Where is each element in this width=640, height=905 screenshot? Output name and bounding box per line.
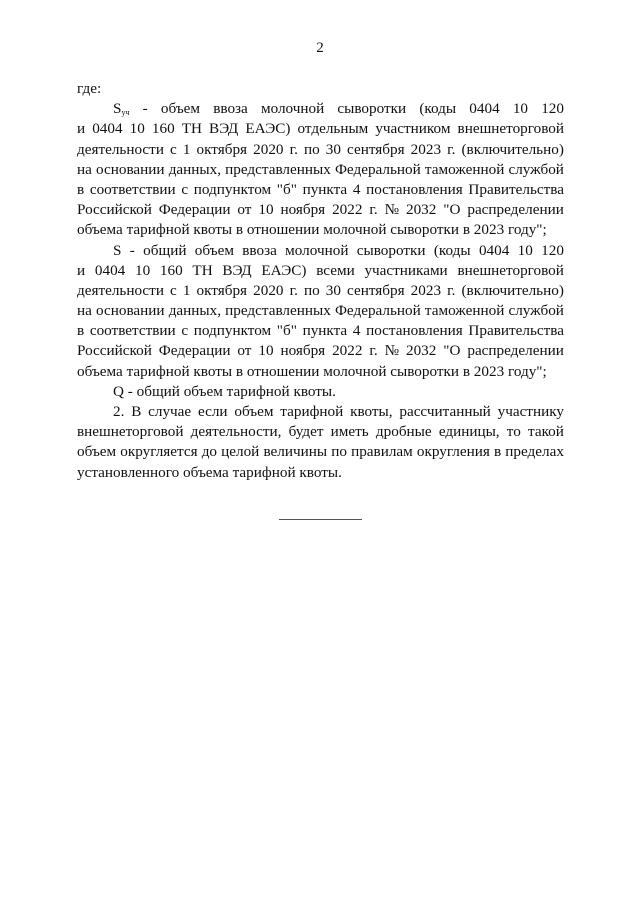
word: 10 bbox=[517, 241, 533, 259]
word: 10 bbox=[258, 342, 274, 360]
word: 10 bbox=[134, 261, 151, 279]
word: 2023 bbox=[473, 362, 505, 380]
word: "О bbox=[443, 201, 461, 219]
page-number: 2 bbox=[316, 40, 324, 56]
word: объем bbox=[183, 382, 223, 400]
text-line bbox=[77, 463, 564, 483]
word: единицы, bbox=[438, 423, 500, 441]
word: Правительства bbox=[468, 180, 564, 198]
word: - bbox=[129, 241, 135, 259]
word: ноября bbox=[280, 201, 326, 219]
text-line bbox=[77, 119, 564, 139]
word: (включительно) bbox=[461, 281, 564, 299]
word: деятельности, bbox=[190, 423, 282, 441]
word: ЕАЭС) bbox=[261, 261, 307, 279]
word: сыворотки bbox=[390, 362, 460, 380]
word: молочной bbox=[323, 362, 387, 380]
word: 2032 bbox=[405, 342, 437, 360]
word: постановления bbox=[366, 322, 463, 340]
word: г. bbox=[289, 140, 298, 158]
word: октября bbox=[196, 281, 248, 299]
word: всеми bbox=[316, 261, 355, 279]
word: молочной bbox=[285, 241, 349, 259]
word: 10 bbox=[258, 201, 274, 219]
word: (коды bbox=[419, 100, 457, 118]
text-line bbox=[77, 99, 564, 119]
word: 2032 bbox=[405, 201, 437, 219]
word: в bbox=[77, 180, 85, 198]
word: 4 bbox=[352, 180, 361, 198]
word: если bbox=[197, 403, 228, 420]
word: до bbox=[201, 443, 218, 461]
word: № bbox=[384, 342, 400, 360]
word: деятельности bbox=[77, 281, 164, 299]
text-line bbox=[77, 402, 564, 422]
word: установленного bbox=[77, 463, 180, 481]
text-line bbox=[77, 442, 564, 462]
word: данных, bbox=[168, 302, 222, 320]
word: участниками bbox=[364, 261, 448, 279]
word: постановления bbox=[366, 180, 463, 198]
word: общий bbox=[136, 382, 180, 400]
word: 0404 bbox=[94, 261, 126, 279]
word: сентября bbox=[347, 281, 405, 299]
word: соответствии bbox=[89, 322, 176, 340]
word: г. bbox=[447, 140, 456, 158]
word: в bbox=[235, 221, 244, 239]
word: от bbox=[237, 342, 252, 360]
word: от bbox=[237, 201, 252, 219]
word: 10 bbox=[129, 120, 145, 138]
word: 160 bbox=[151, 120, 175, 138]
word: 160 bbox=[159, 261, 183, 279]
text-line bbox=[77, 241, 564, 261]
text-line bbox=[77, 160, 564, 180]
word: распределении bbox=[467, 201, 564, 219]
word: отдельным bbox=[297, 120, 369, 138]
word: где: bbox=[77, 80, 102, 97]
word: внешнеторговой bbox=[457, 120, 564, 138]
word: объема bbox=[77, 221, 123, 239]
word: Российской bbox=[77, 342, 152, 360]
word: "О bbox=[443, 342, 461, 360]
word: тарифной bbox=[126, 362, 190, 380]
word: ТН bbox=[192, 261, 213, 279]
word: объем bbox=[160, 100, 201, 118]
word: ввоза bbox=[213, 100, 248, 118]
text-line bbox=[77, 422, 564, 442]
word: квоты. bbox=[299, 463, 342, 481]
word: на bbox=[77, 302, 92, 320]
word: $S_{уч}$ bbox=[113, 100, 130, 118]
word: объем bbox=[194, 241, 234, 259]
word: такой bbox=[528, 423, 564, 441]
word: Правительства bbox=[468, 322, 564, 340]
word: Q bbox=[113, 382, 124, 400]
word: в bbox=[494, 443, 502, 461]
word: объем bbox=[77, 443, 117, 461]
word: по bbox=[303, 140, 320, 158]
word: с bbox=[170, 140, 177, 158]
word: В bbox=[131, 403, 142, 420]
word: тарифной bbox=[232, 463, 296, 481]
word: участником bbox=[375, 120, 451, 138]
text-line bbox=[77, 301, 564, 321]
word: Федерации bbox=[158, 201, 231, 219]
word: тарифной bbox=[280, 403, 344, 420]
word: - bbox=[142, 100, 148, 118]
body-text bbox=[77, 79, 564, 483]
word: 1 bbox=[182, 140, 191, 158]
word: (коды bbox=[433, 241, 471, 259]
word: то bbox=[506, 423, 521, 441]
word: Федеральной bbox=[334, 302, 421, 320]
word: и bbox=[77, 120, 86, 138]
word: ЕАЭС) bbox=[245, 120, 291, 138]
word: квоты, bbox=[350, 403, 393, 420]
word: 2023 bbox=[410, 140, 442, 158]
word: с bbox=[170, 281, 177, 299]
word: 2. bbox=[113, 403, 125, 420]
word: "б" bbox=[276, 180, 297, 198]
word: общий bbox=[143, 241, 187, 259]
word: Федеральной bbox=[334, 160, 421, 178]
word: данных, bbox=[168, 160, 222, 178]
word: тарифной bbox=[226, 382, 290, 400]
word: сентября bbox=[347, 140, 405, 158]
text-line bbox=[77, 382, 564, 402]
word: сыворотки bbox=[356, 241, 426, 259]
word: ввоза bbox=[242, 241, 277, 259]
word: тарифной bbox=[126, 221, 190, 239]
word: молочной bbox=[323, 221, 387, 239]
word: Федерации bbox=[158, 342, 231, 360]
word: соответствии bbox=[89, 180, 176, 198]
word: величины bbox=[263, 443, 328, 461]
word: в bbox=[462, 221, 470, 239]
word: пункта bbox=[302, 180, 348, 198]
end-separator-line bbox=[279, 519, 362, 520]
text-line bbox=[77, 321, 564, 341]
text-line bbox=[77, 281, 564, 301]
text-line bbox=[77, 200, 564, 220]
word: ТН bbox=[181, 120, 202, 138]
word: по bbox=[303, 281, 320, 299]
word: отношении bbox=[246, 221, 320, 239]
word: распределении bbox=[467, 342, 564, 360]
word: 2020 bbox=[253, 281, 284, 299]
word: 120 bbox=[541, 100, 564, 118]
word: пункта bbox=[302, 322, 348, 340]
word: объема bbox=[183, 463, 229, 481]
word: деятельности bbox=[77, 140, 164, 158]
word: в bbox=[77, 322, 85, 340]
word: будет bbox=[288, 423, 324, 441]
word: 2020 bbox=[253, 140, 284, 158]
word: округления bbox=[416, 443, 490, 461]
word: объем bbox=[234, 403, 274, 420]
word: основании bbox=[96, 160, 165, 178]
word: таможенной bbox=[424, 302, 505, 320]
word: 120 bbox=[541, 241, 564, 259]
word: году"; bbox=[507, 221, 547, 239]
word: правилам bbox=[351, 443, 413, 461]
word: ноября bbox=[280, 342, 326, 360]
word: 0404 bbox=[469, 100, 500, 118]
word: представленных bbox=[225, 302, 331, 320]
word: подпунктом bbox=[193, 322, 272, 340]
word: S bbox=[113, 241, 122, 259]
word: службой bbox=[508, 302, 564, 320]
word: службой bbox=[508, 160, 564, 178]
word: г. bbox=[289, 281, 298, 299]
word: в bbox=[235, 362, 244, 380]
word: квоты. bbox=[293, 382, 336, 400]
word: рассчитанный bbox=[399, 403, 491, 420]
word: по bbox=[331, 443, 347, 461]
word: 1 bbox=[182, 281, 191, 299]
word: сыворотки bbox=[390, 221, 460, 239]
word: представленных bbox=[225, 160, 331, 178]
text-line bbox=[77, 140, 564, 160]
text-line bbox=[77, 261, 564, 281]
word: 10 bbox=[512, 100, 529, 118]
word: 30 bbox=[325, 281, 341, 299]
word: на bbox=[77, 160, 92, 178]
word: молочной bbox=[260, 100, 325, 118]
word: подпунктом bbox=[193, 180, 272, 198]
word: основании bbox=[96, 302, 165, 320]
word: ВЭД bbox=[209, 120, 239, 138]
word: пределах bbox=[505, 443, 564, 461]
word: октября bbox=[196, 140, 248, 158]
word: случае bbox=[148, 403, 192, 420]
text-line bbox=[77, 220, 564, 240]
word: 4 bbox=[352, 322, 361, 340]
word: округляется bbox=[120, 443, 198, 461]
word: "б" bbox=[276, 322, 297, 340]
word: сыворотки bbox=[337, 100, 407, 118]
word: иметь bbox=[330, 423, 369, 441]
text-line bbox=[77, 79, 564, 99]
word: 0404 bbox=[92, 120, 123, 138]
word: № bbox=[384, 201, 400, 219]
word: Российской bbox=[77, 201, 152, 219]
word: г. bbox=[369, 201, 378, 219]
word: квоты bbox=[193, 221, 233, 239]
word: объема bbox=[77, 362, 123, 380]
text-line bbox=[77, 180, 564, 200]
word: 2023 bbox=[410, 281, 442, 299]
text-line bbox=[77, 341, 564, 361]
word: таможенной bbox=[424, 160, 505, 178]
word: дробные bbox=[375, 423, 432, 441]
word: г. bbox=[447, 281, 456, 299]
word: целой bbox=[221, 443, 260, 461]
word: 30 bbox=[325, 140, 341, 158]
word: - bbox=[127, 382, 133, 400]
word: году"; bbox=[507, 362, 547, 380]
word: внешнеторговой bbox=[77, 423, 184, 441]
word: с bbox=[181, 322, 189, 340]
word: г. bbox=[369, 342, 378, 360]
word: ВЭД bbox=[222, 261, 252, 279]
word: в bbox=[462, 362, 470, 380]
word: внешнеторговой bbox=[457, 261, 564, 279]
word: 2022 bbox=[332, 201, 363, 219]
word: 2023 bbox=[473, 221, 505, 239]
word: 0404 bbox=[478, 241, 510, 259]
word: квоты bbox=[193, 362, 233, 380]
word: с bbox=[181, 180, 189, 198]
word: отношении bbox=[246, 362, 320, 380]
text-line bbox=[77, 362, 564, 382]
word: участнику bbox=[497, 403, 564, 420]
word: 2022 bbox=[332, 342, 363, 360]
word: (включительно) bbox=[461, 140, 564, 158]
word: и bbox=[77, 261, 86, 279]
